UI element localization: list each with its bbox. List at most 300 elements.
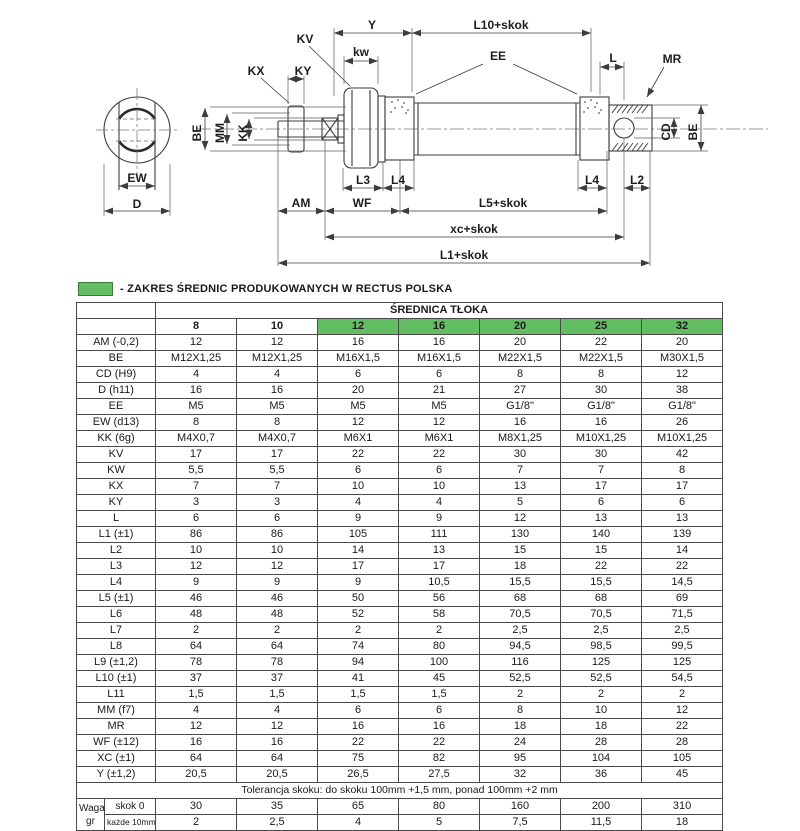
cell: 116 bbox=[480, 655, 561, 671]
cell: 16 bbox=[399, 335, 480, 351]
cell: M22X1,5 bbox=[561, 351, 642, 367]
row-label: L3 bbox=[77, 559, 156, 575]
cell: 12 bbox=[237, 335, 318, 351]
cell: 6 bbox=[399, 367, 480, 383]
cell: 14 bbox=[318, 543, 399, 559]
cell: M5 bbox=[237, 399, 318, 415]
dim-label-l2: L2 bbox=[629, 173, 645, 187]
cell: 28 bbox=[642, 735, 723, 751]
cell: 52,5 bbox=[561, 671, 642, 687]
cell: 13 bbox=[561, 511, 642, 527]
cell: 10 bbox=[399, 479, 480, 495]
table-row bbox=[77, 399, 723, 415]
cell: 56 bbox=[399, 591, 480, 607]
cell: 11,5 bbox=[561, 815, 642, 831]
cell: 82 bbox=[399, 751, 480, 767]
col-header-8: 8 bbox=[156, 319, 237, 335]
table-row bbox=[77, 719, 723, 735]
cell: 18 bbox=[480, 719, 561, 735]
cell: 95 bbox=[480, 751, 561, 767]
cell: 6 bbox=[399, 463, 480, 479]
cell: 48 bbox=[156, 607, 237, 623]
cell: 105 bbox=[318, 527, 399, 543]
cell: 94 bbox=[318, 655, 399, 671]
cell: 3 bbox=[237, 495, 318, 511]
cell: 52,5 bbox=[480, 671, 561, 687]
dim-label-l3: L3 bbox=[355, 173, 371, 187]
cell: 69 bbox=[642, 591, 723, 607]
row-label: KY bbox=[77, 495, 156, 511]
cell: 20,5 bbox=[156, 767, 237, 783]
cell: 104 bbox=[561, 751, 642, 767]
cell: 80 bbox=[399, 799, 480, 815]
dim-label-mr: MR bbox=[662, 52, 682, 66]
spec-table bbox=[76, 302, 723, 831]
cell: 15 bbox=[480, 543, 561, 559]
col-header-32: 32 bbox=[642, 319, 723, 335]
cell: 27,5 bbox=[399, 767, 480, 783]
table-row bbox=[77, 543, 723, 559]
cell: 30 bbox=[561, 383, 642, 399]
cell: G1/8" bbox=[480, 399, 561, 415]
cell: 2 bbox=[237, 623, 318, 639]
legend-green-swatch bbox=[78, 282, 113, 296]
table-row bbox=[77, 607, 723, 623]
dim-label-kx: KX bbox=[247, 64, 265, 78]
cell: 310 bbox=[642, 799, 723, 815]
cell: M8X1,25 bbox=[480, 431, 561, 447]
cell: 78 bbox=[156, 655, 237, 671]
cell: 2 bbox=[399, 623, 480, 639]
cell: 46 bbox=[237, 591, 318, 607]
cell: 16 bbox=[480, 415, 561, 431]
cell: 17 bbox=[237, 447, 318, 463]
col-header-12: 12 bbox=[318, 319, 399, 335]
cell: 13 bbox=[642, 511, 723, 527]
cell: G1/8" bbox=[561, 399, 642, 415]
cell: 16 bbox=[156, 383, 237, 399]
cell: 22 bbox=[561, 559, 642, 575]
row-label: L5 (±1) bbox=[77, 591, 156, 607]
cell: 54,5 bbox=[642, 671, 723, 687]
row-label: każde 10mm bbox=[105, 815, 156, 831]
col-header-20: 20 bbox=[480, 319, 561, 335]
dimension-lines bbox=[104, 33, 701, 263]
table-row bbox=[77, 495, 723, 511]
cell: 5,5 bbox=[156, 463, 237, 479]
dim-label-be-left: BE bbox=[190, 124, 204, 142]
cell: 2 bbox=[156, 623, 237, 639]
cell: 45 bbox=[399, 671, 480, 687]
side-view bbox=[197, 88, 768, 168]
row-label: L2 bbox=[77, 543, 156, 559]
cell: 22 bbox=[561, 335, 642, 351]
cell: 52 bbox=[318, 607, 399, 623]
cell: 1,5 bbox=[399, 687, 480, 703]
dim-label-y: Y bbox=[367, 18, 377, 32]
row-label: L7 bbox=[77, 623, 156, 639]
row-label: KK (6g) bbox=[77, 431, 156, 447]
row-label: L8 bbox=[77, 639, 156, 655]
cell: M16X1,5 bbox=[399, 351, 480, 367]
cell: 70,5 bbox=[561, 607, 642, 623]
spec-table-body bbox=[77, 303, 723, 831]
cell: 1,5 bbox=[318, 687, 399, 703]
dim-label-kk: KK bbox=[236, 124, 250, 142]
cell: 30 bbox=[156, 799, 237, 815]
cell: 14,5 bbox=[642, 575, 723, 591]
cell: 105 bbox=[642, 751, 723, 767]
table-row bbox=[77, 431, 723, 447]
table-row bbox=[77, 751, 723, 767]
dim-label-be-right: BE bbox=[686, 123, 700, 141]
cell: 16 bbox=[318, 719, 399, 735]
table-row bbox=[77, 735, 723, 751]
row-label: skok 0 bbox=[105, 799, 156, 815]
tolerance-row bbox=[77, 783, 723, 799]
table-row bbox=[77, 383, 723, 399]
cell: 16 bbox=[237, 383, 318, 399]
cell: 12 bbox=[156, 559, 237, 575]
row-label: L1 (±1) bbox=[77, 527, 156, 543]
cell: 18 bbox=[561, 719, 642, 735]
dim-label-ew: EW bbox=[127, 171, 147, 185]
cell: 14 bbox=[642, 543, 723, 559]
cell: 36 bbox=[561, 767, 642, 783]
cell: 12 bbox=[318, 415, 399, 431]
cell: 6 bbox=[642, 495, 723, 511]
row-label: L9 (±1,2) bbox=[77, 655, 156, 671]
cell: 26,5 bbox=[318, 767, 399, 783]
cell: 75 bbox=[318, 751, 399, 767]
cell: 12 bbox=[642, 367, 723, 383]
table-row bbox=[77, 479, 723, 495]
cell: G1/8" bbox=[642, 399, 723, 415]
cell: 4 bbox=[318, 495, 399, 511]
cell: 98,5 bbox=[561, 639, 642, 655]
cell: 64 bbox=[237, 751, 318, 767]
cell: 16 bbox=[399, 719, 480, 735]
cell: 5,5 bbox=[237, 463, 318, 479]
cell: 9 bbox=[399, 511, 480, 527]
table-row bbox=[77, 671, 723, 687]
cell: 9 bbox=[318, 575, 399, 591]
cell: M12X1,25 bbox=[156, 351, 237, 367]
dim-label-kv: KV bbox=[296, 32, 314, 46]
cell: 7 bbox=[237, 479, 318, 495]
cell: 2 bbox=[156, 815, 237, 831]
row-label: L6 bbox=[77, 607, 156, 623]
row-label: KV bbox=[77, 447, 156, 463]
row-label: L11 bbox=[77, 687, 156, 703]
cell: 8 bbox=[237, 415, 318, 431]
cell: 2,5 bbox=[561, 623, 642, 639]
cell: 37 bbox=[237, 671, 318, 687]
row-label: WF (±12) bbox=[77, 735, 156, 751]
cell: 4 bbox=[156, 703, 237, 719]
cell: 6 bbox=[156, 511, 237, 527]
cell: 2 bbox=[318, 623, 399, 639]
cell: 22 bbox=[318, 447, 399, 463]
cell: 22 bbox=[642, 719, 723, 735]
cell: M10X1,25 bbox=[561, 431, 642, 447]
table-row bbox=[77, 447, 723, 463]
cell: 68 bbox=[480, 591, 561, 607]
cell: 17 bbox=[156, 447, 237, 463]
cell: 8 bbox=[642, 463, 723, 479]
dim-label-ee: EE bbox=[489, 49, 507, 63]
cell: M30X1,5 bbox=[642, 351, 723, 367]
cell: 3 bbox=[156, 495, 237, 511]
table-row bbox=[77, 575, 723, 591]
table-row bbox=[77, 815, 723, 831]
table-row bbox=[77, 527, 723, 543]
table-row bbox=[77, 367, 723, 383]
cell: 10 bbox=[318, 479, 399, 495]
cell: 130 bbox=[480, 527, 561, 543]
legend bbox=[78, 281, 453, 296]
cell: 70,5 bbox=[480, 607, 561, 623]
cell: 139 bbox=[642, 527, 723, 543]
cell: M5 bbox=[318, 399, 399, 415]
cell: M12X1,25 bbox=[237, 351, 318, 367]
cell: 15,5 bbox=[561, 575, 642, 591]
cell: 17 bbox=[318, 559, 399, 575]
cell: 4 bbox=[237, 703, 318, 719]
cell: 4 bbox=[318, 815, 399, 831]
cell: 13 bbox=[399, 543, 480, 559]
table-row bbox=[77, 559, 723, 575]
cell: 140 bbox=[561, 527, 642, 543]
cell: 41 bbox=[318, 671, 399, 687]
col-header-25: 25 bbox=[561, 319, 642, 335]
cell: 6 bbox=[561, 495, 642, 511]
cell: M16X1,5 bbox=[318, 351, 399, 367]
dim-label-ky: KY bbox=[294, 64, 312, 78]
cell: 99,5 bbox=[642, 639, 723, 655]
cell: 2,5 bbox=[237, 815, 318, 831]
cell: 30 bbox=[561, 447, 642, 463]
table-row bbox=[77, 703, 723, 719]
cell: 8 bbox=[156, 415, 237, 431]
cell: 20 bbox=[318, 383, 399, 399]
cell: 37 bbox=[156, 671, 237, 687]
cell: 2,5 bbox=[480, 623, 561, 639]
row-label: L10 (±1) bbox=[77, 671, 156, 687]
col-header-10: 10 bbox=[237, 319, 318, 335]
dim-label-l5: L5+skok bbox=[478, 196, 528, 210]
cell: 12 bbox=[480, 511, 561, 527]
row-label: KW bbox=[77, 463, 156, 479]
cell: 5 bbox=[480, 495, 561, 511]
col-header-16: 16 bbox=[399, 319, 480, 335]
dim-label-d: D bbox=[132, 197, 142, 211]
cell: 100 bbox=[399, 655, 480, 671]
table-row bbox=[77, 351, 723, 367]
table-row bbox=[77, 591, 723, 607]
table-row bbox=[77, 511, 723, 527]
cell: 16 bbox=[318, 335, 399, 351]
cell: 12 bbox=[237, 719, 318, 735]
cell: 12 bbox=[399, 415, 480, 431]
cell: 45 bbox=[642, 767, 723, 783]
cell: 15 bbox=[561, 543, 642, 559]
dim-label-wf: WF bbox=[352, 196, 372, 210]
cell: 8 bbox=[480, 367, 561, 383]
cell: 12 bbox=[156, 335, 237, 351]
cell: 20,5 bbox=[237, 767, 318, 783]
rear-port bbox=[583, 99, 602, 114]
table-row bbox=[77, 463, 723, 479]
cell: 6 bbox=[237, 511, 318, 527]
cell: M22X1,5 bbox=[480, 351, 561, 367]
cell: M10X1,25 bbox=[642, 431, 723, 447]
cell: 125 bbox=[642, 655, 723, 671]
table-header-row bbox=[77, 319, 723, 335]
dim-label-mm: MM bbox=[213, 123, 227, 143]
cell: 4 bbox=[156, 367, 237, 383]
cell: 8 bbox=[480, 703, 561, 719]
dim-label-xc: xc+skok bbox=[450, 222, 498, 236]
cell: 16 bbox=[561, 415, 642, 431]
cell: 28 bbox=[561, 735, 642, 751]
cell: 21 bbox=[399, 383, 480, 399]
cell: 6 bbox=[318, 367, 399, 383]
row-label: KX bbox=[77, 479, 156, 495]
cell: 7 bbox=[480, 463, 561, 479]
cell: 16 bbox=[237, 735, 318, 751]
cell: 80 bbox=[399, 639, 480, 655]
table-title-row bbox=[77, 303, 723, 319]
cell: 2 bbox=[642, 687, 723, 703]
table-row bbox=[77, 767, 723, 783]
row-label: BE bbox=[77, 351, 156, 367]
cell: 12 bbox=[156, 719, 237, 735]
dim-label-l1: L1+skok bbox=[439, 248, 489, 262]
row-label: L bbox=[77, 511, 156, 527]
cell: 22 bbox=[318, 735, 399, 751]
cell: 58 bbox=[399, 607, 480, 623]
cell: 9 bbox=[156, 575, 237, 591]
cell: 7 bbox=[561, 463, 642, 479]
row-label: EE bbox=[77, 399, 156, 415]
table-row bbox=[77, 623, 723, 639]
cell: 24 bbox=[480, 735, 561, 751]
dim-label-l4-left: L4 bbox=[390, 173, 406, 187]
cell: 71,5 bbox=[642, 607, 723, 623]
cell: 94,5 bbox=[480, 639, 561, 655]
row-label: MM (f7) bbox=[77, 703, 156, 719]
weight-label: Waga gr bbox=[77, 799, 105, 831]
cell: 20 bbox=[480, 335, 561, 351]
row-label: L4 bbox=[77, 575, 156, 591]
table-row bbox=[77, 799, 723, 815]
cell: 22 bbox=[399, 735, 480, 751]
cell: 30 bbox=[480, 447, 561, 463]
cell: 2,5 bbox=[642, 623, 723, 639]
cell: 8 bbox=[561, 367, 642, 383]
cell: M6X1 bbox=[399, 431, 480, 447]
cell: 10 bbox=[156, 543, 237, 559]
cell: 125 bbox=[561, 655, 642, 671]
cell: 20 bbox=[642, 335, 723, 351]
table-row bbox=[77, 639, 723, 655]
cell: 4 bbox=[399, 495, 480, 511]
row-label: CD (H9) bbox=[77, 367, 156, 383]
cell: 111 bbox=[399, 527, 480, 543]
cell: 50 bbox=[318, 591, 399, 607]
cell: 6 bbox=[318, 463, 399, 479]
front-port bbox=[390, 99, 409, 114]
table-row bbox=[77, 415, 723, 431]
cell: 160 bbox=[480, 799, 561, 815]
row-label: Y (±1,2) bbox=[77, 767, 156, 783]
cell: 42 bbox=[642, 447, 723, 463]
cell: 2 bbox=[480, 687, 561, 703]
table-title: ŚREDNICA TŁOKA bbox=[156, 303, 723, 319]
spec-table-wrap bbox=[76, 302, 723, 831]
extension-lines bbox=[104, 28, 708, 266]
cell: 38 bbox=[642, 383, 723, 399]
cell: 6 bbox=[318, 703, 399, 719]
dim-label-am: AM bbox=[291, 196, 311, 210]
cell: 12 bbox=[237, 559, 318, 575]
cell: 7,5 bbox=[480, 815, 561, 831]
cell: 13 bbox=[480, 479, 561, 495]
cell: M4X0,7 bbox=[237, 431, 318, 447]
dim-label-l4-right: L4 bbox=[584, 173, 600, 187]
cell: M5 bbox=[399, 399, 480, 415]
cell: 74 bbox=[318, 639, 399, 655]
table-row bbox=[77, 655, 723, 671]
cell: M4X0,7 bbox=[156, 431, 237, 447]
cell: M6X1 bbox=[318, 431, 399, 447]
cell: 86 bbox=[156, 527, 237, 543]
cell: 17 bbox=[399, 559, 480, 575]
cell: 27 bbox=[480, 383, 561, 399]
cell: 4 bbox=[237, 367, 318, 383]
table-row bbox=[77, 335, 723, 351]
cell: 64 bbox=[156, 751, 237, 767]
cell: 65 bbox=[318, 799, 399, 815]
tolerance-note: Tolerancja skoku: do skoku 100mm +1,5 mm, ponad 100mm +2 mm bbox=[77, 783, 723, 799]
cell: 22 bbox=[642, 559, 723, 575]
cell: 35 bbox=[237, 799, 318, 815]
dim-label-kw: kw bbox=[352, 45, 370, 59]
cell: 5 bbox=[399, 815, 480, 831]
cell: 10 bbox=[561, 703, 642, 719]
cell: 1,5 bbox=[156, 687, 237, 703]
row-label: XC (±1) bbox=[77, 751, 156, 767]
cell: 10 bbox=[237, 543, 318, 559]
cell: 12 bbox=[642, 703, 723, 719]
row-label: MR bbox=[77, 719, 156, 735]
cell: 18 bbox=[642, 815, 723, 831]
cell: 10,5 bbox=[399, 575, 480, 591]
cell: 15,5 bbox=[480, 575, 561, 591]
cell: 6 bbox=[399, 703, 480, 719]
cell: 17 bbox=[642, 479, 723, 495]
cell: 68 bbox=[561, 591, 642, 607]
cell: 7 bbox=[156, 479, 237, 495]
dim-label-l: L bbox=[609, 51, 617, 65]
cell: 26 bbox=[642, 415, 723, 431]
cell: 64 bbox=[156, 639, 237, 655]
cylinder-technical-drawing bbox=[0, 0, 800, 278]
cell: 16 bbox=[156, 735, 237, 751]
cell: 2 bbox=[561, 687, 642, 703]
dim-label-l10: L10+skok bbox=[473, 18, 529, 32]
